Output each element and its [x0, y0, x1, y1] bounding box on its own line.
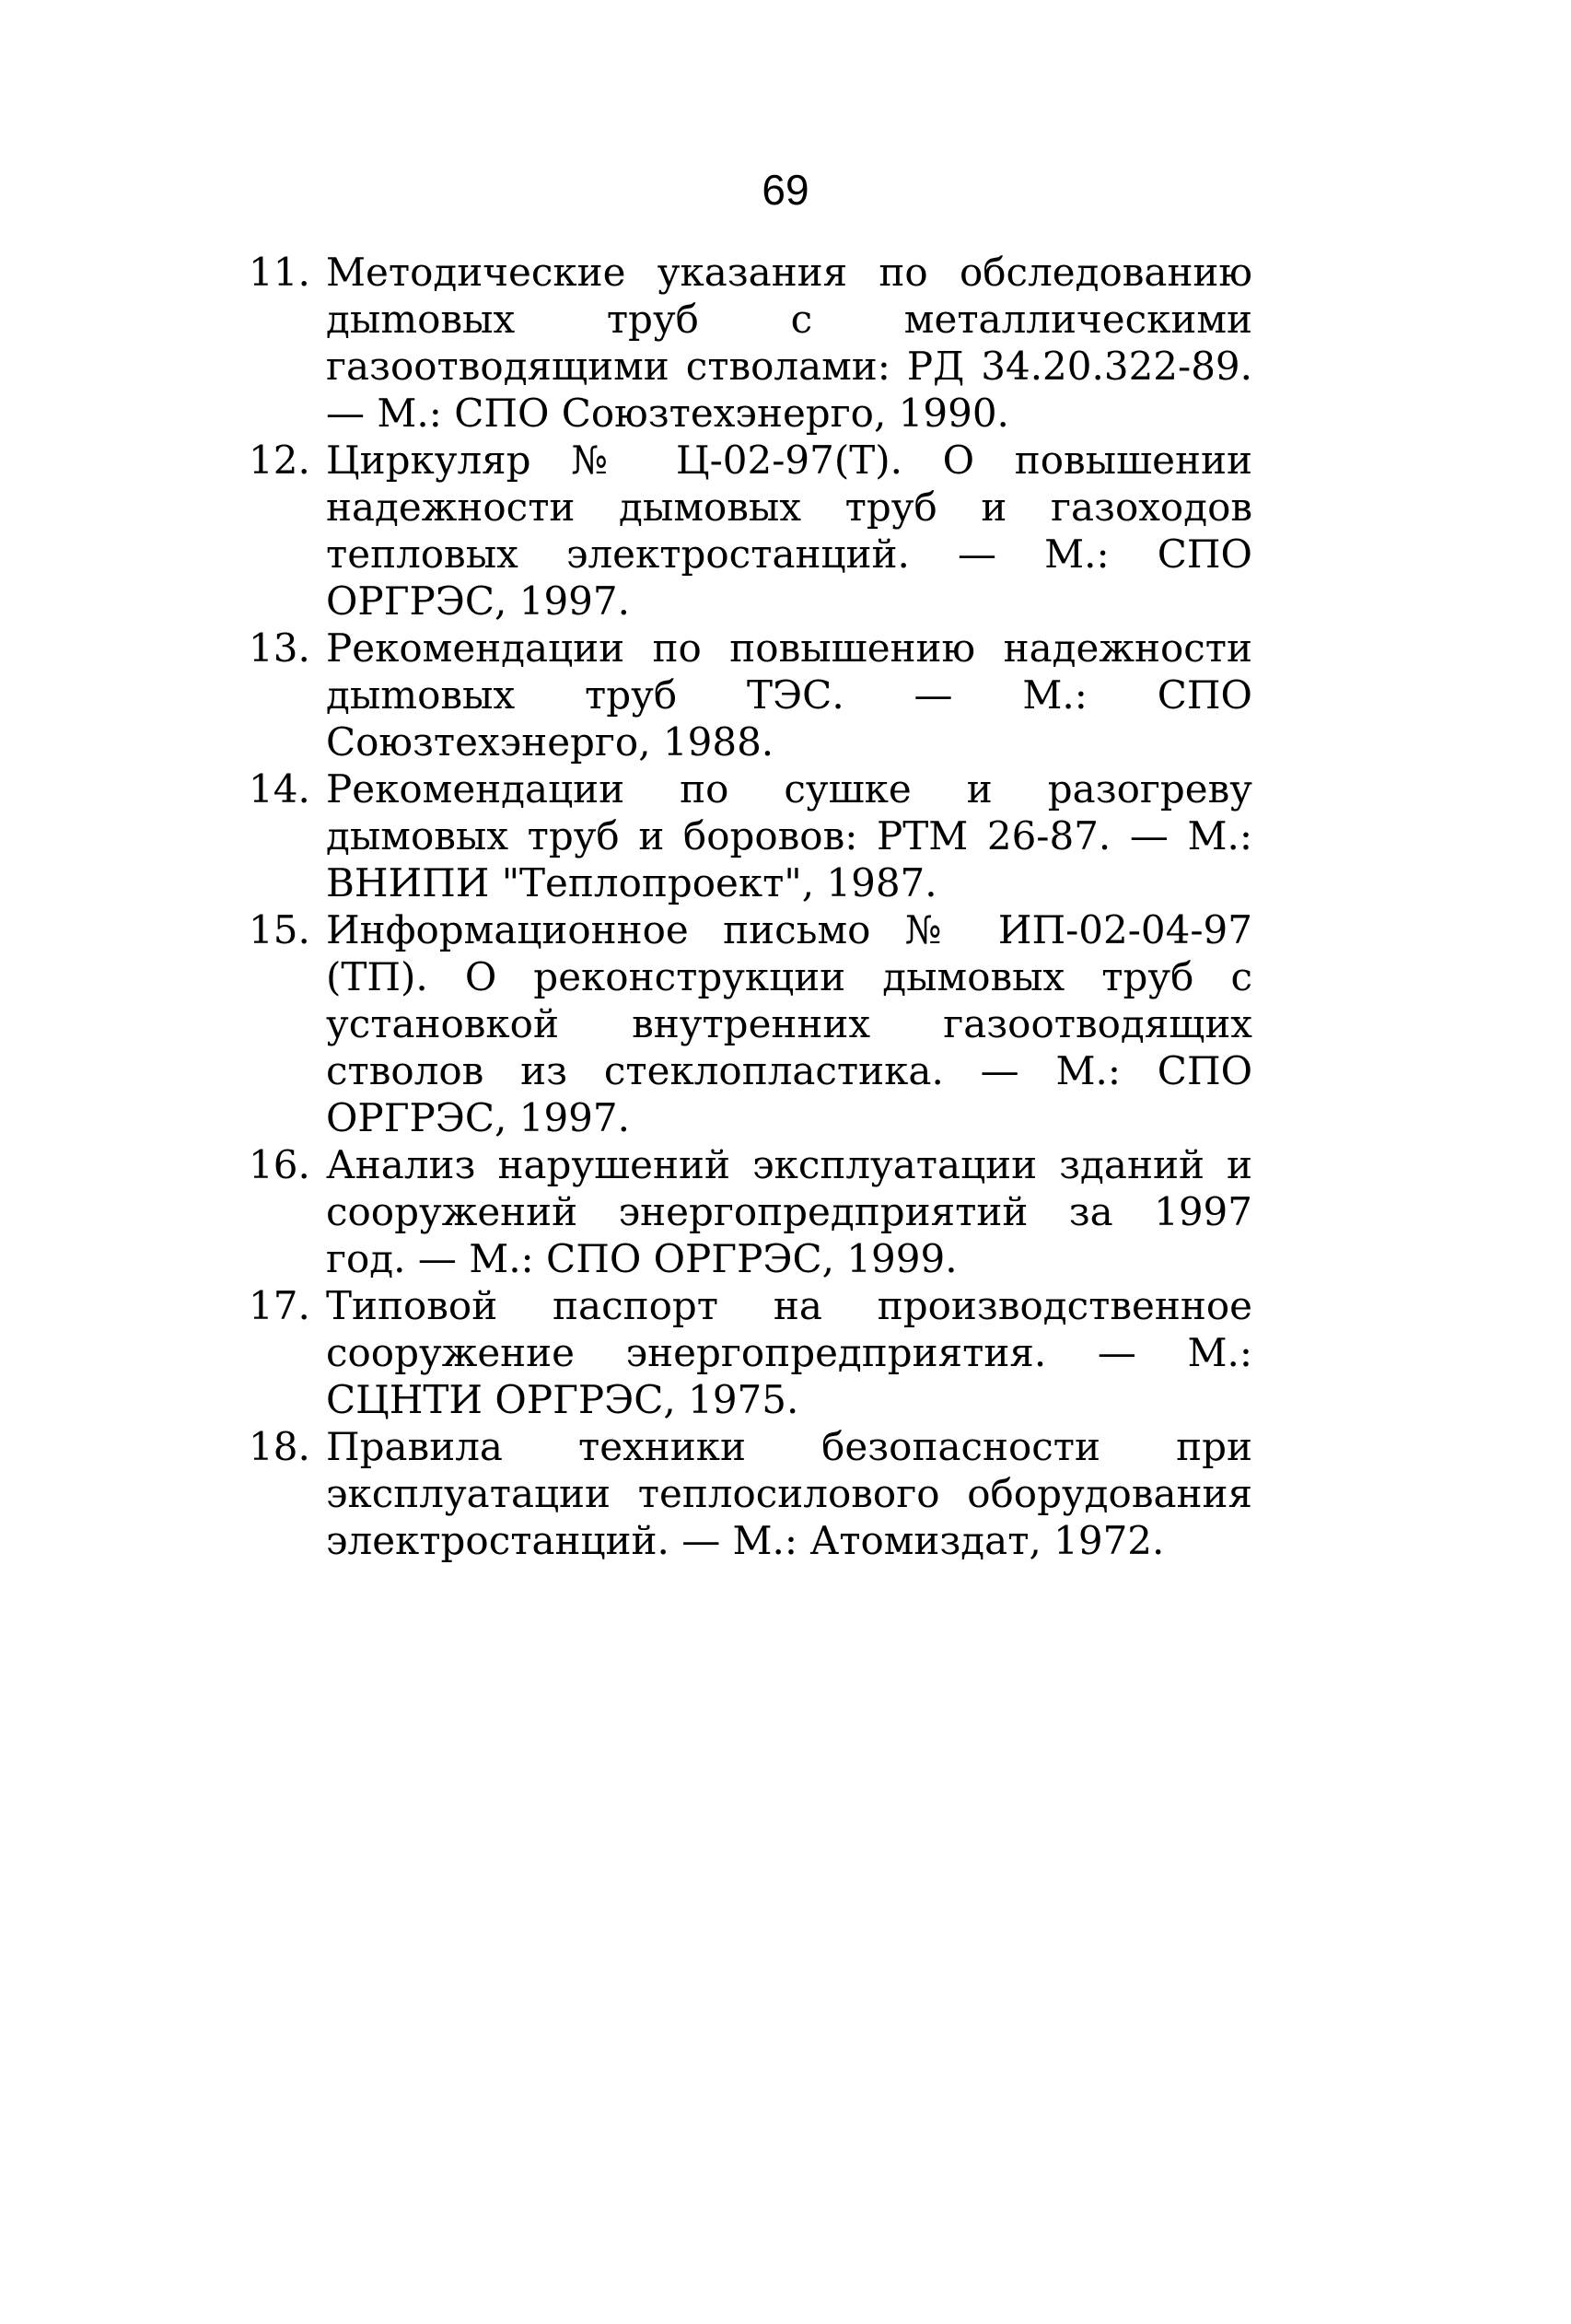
reference-text: Правила техники безопасности при эксплуатации теплосилового оборудования электростанций. — М.: Атомиздат, 1972.: [326, 1424, 1252, 1563]
page-number: 69: [762, 166, 809, 214]
reference-number: 13.: [249, 625, 310, 671]
reference-number: 16.: [249, 1142, 310, 1187]
reference-text: Циркуляр № Ц-02-97(Т). О повышении надежности дымовых труб и газоходов тепловых электростанций. — М.: СПО ОРГРЭС, 1997.: [326, 438, 1252, 624]
reference-text: Методические указания по обследованию дыmовых труб с металлическими газоотводящими стволами: РД 34.20.322-89. — М.: СПО Союзтехэнерго, 1990.: [326, 250, 1252, 436]
reference-item: [249, 437, 1252, 625]
reference-text: Информационное письмо № ИП-02-04-97 (ТП). О реконструкции дымовых труб с установкой внутренних газоотводящих стволов из стеклопластика. — М.: СПО ОРГРЭС, 1997.: [326, 907, 1252, 1140]
reference-list: [249, 249, 1252, 1564]
reference-number: 18.: [249, 1424, 310, 1469]
reference-text: Рекомендации по сушке и разогреву дымовых труб и боровов: РТМ 26-87. — М.: ВНИПИ "Теплопроект", 1987.: [326, 766, 1252, 905]
reference-text: Рекомендации по повышению надежности дыmовых труб ТЭС. — М.: СПО Союзтехэнерго, 1988.: [326, 625, 1252, 765]
reference-text: Типовой паспорт на производственное сооружение энергопредприятия. — М.: СЦНТИ ОРГРЭС, 1975.: [326, 1283, 1252, 1422]
reference-number: 12.: [249, 438, 310, 483]
reference-item: [249, 1423, 1252, 1564]
reference-item: [249, 625, 1252, 765]
reference-item: [249, 765, 1252, 906]
reference-text: Анализ нарушений эксплуатации зданий и сооружений энергопредприятий за 1997 год. — М.: СПО ОРГРЭС, 1999.: [326, 1142, 1252, 1281]
reference-item: [249, 1282, 1252, 1423]
reference-number: 17.: [249, 1283, 310, 1328]
reference-item: [249, 249, 1252, 437]
reference-number: 15.: [249, 907, 310, 952]
reference-number: 14.: [249, 766, 310, 812]
reference-number: 11.: [249, 250, 310, 295]
reference-item: [249, 1141, 1252, 1282]
reference-item: [249, 906, 1252, 1141]
